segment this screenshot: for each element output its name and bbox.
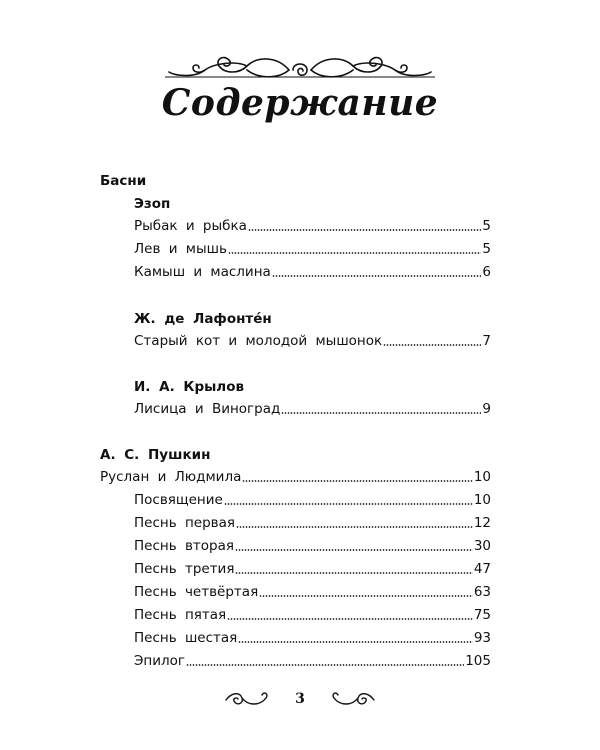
toc-entry-page: 12 xyxy=(473,515,491,531)
toc-entry-page: 5 xyxy=(482,218,491,234)
swirl-icon xyxy=(326,688,376,710)
dot-leader xyxy=(228,252,481,254)
author-heading-pushkin: А. С. Пушкин xyxy=(100,447,211,463)
toc-entry-title: Эпилог xyxy=(134,653,186,669)
toc-entry[interactable] xyxy=(134,514,491,532)
dot-leader xyxy=(236,526,473,528)
toc-entry-page: 6 xyxy=(482,264,491,280)
toc-entry-page: 93 xyxy=(473,630,491,646)
toc-entry-page: 47 xyxy=(473,561,491,577)
toc-entry-title: Лев и мышь xyxy=(134,241,227,257)
toc-entry-title: Руслан и Людмила xyxy=(100,469,242,485)
toc-entry-title: Камыш и маслина xyxy=(134,264,271,280)
toc-entry-page: 10 xyxy=(473,469,491,485)
toc-entry-page: 63 xyxy=(473,584,491,600)
author-heading-krylov: И. А. Крылов xyxy=(134,379,245,395)
toc-entry[interactable] xyxy=(134,217,491,235)
toc-entry[interactable] xyxy=(134,652,491,670)
dot-leader xyxy=(248,229,482,231)
dot-leader xyxy=(235,549,473,551)
toc-entry-page: 7 xyxy=(482,333,491,349)
dot-leader xyxy=(281,412,481,414)
dot-leader xyxy=(383,344,481,346)
toc-entry[interactable] xyxy=(134,240,491,258)
toc-entry-title: Песнь четвёртая xyxy=(134,584,259,600)
toc-entry-page: 75 xyxy=(473,607,491,623)
toc-entry-title: Рыбак и рыбка xyxy=(134,218,247,234)
toc-entry[interactable] xyxy=(134,537,491,555)
swirl-icon xyxy=(224,688,274,710)
dot-leader xyxy=(235,572,472,574)
toc-entry[interactable] xyxy=(134,332,491,350)
toc-entry-title: Посвящение xyxy=(134,492,223,508)
toc-entry-page: 9 xyxy=(482,401,491,417)
toc-entry-work[interactable] xyxy=(100,468,491,486)
dot-leader xyxy=(272,275,482,277)
toc-entry-title: Старый кот и молодой мышонок xyxy=(134,333,383,349)
toc-entry-page: 5 xyxy=(482,241,491,257)
toc-entry[interactable] xyxy=(134,400,491,418)
toc-entry-title: Песнь первая xyxy=(134,515,236,531)
dot-leader xyxy=(238,641,473,643)
page-number: 3 xyxy=(295,691,305,707)
page-footer xyxy=(0,688,600,712)
dot-leader xyxy=(242,480,472,482)
author-heading-aesop: Эзоп xyxy=(134,196,171,212)
toc-entry[interactable] xyxy=(134,606,491,624)
author-heading-lafontaine: Ж. де Лафонте́н xyxy=(134,311,272,327)
toc-entry-page: 105 xyxy=(465,653,491,669)
toc-entry[interactable] xyxy=(134,583,491,601)
toc-entry[interactable] xyxy=(134,560,491,578)
toc-entry-title: Песнь третия xyxy=(134,561,235,577)
toc-entry-title: Песнь пятая xyxy=(134,607,227,623)
toc-entry[interactable] xyxy=(134,263,491,281)
dot-leader xyxy=(186,664,464,666)
page-title: Содержание xyxy=(161,82,439,124)
dot-leader xyxy=(259,595,473,597)
toc-entry-page: 30 xyxy=(473,538,491,554)
toc-entry[interactable] xyxy=(134,491,491,509)
toc-entry-title: Лисица и Виноград xyxy=(134,401,281,417)
toc-entry-title: Песнь вторая xyxy=(134,538,234,554)
dot-leader xyxy=(227,618,473,620)
section-heading-fables: Басни xyxy=(100,173,147,189)
toc-entry-title: Песнь шестая xyxy=(134,630,238,646)
toc-entry[interactable] xyxy=(134,629,491,647)
dot-leader xyxy=(224,503,473,505)
toc-entry-page: 10 xyxy=(473,492,491,508)
